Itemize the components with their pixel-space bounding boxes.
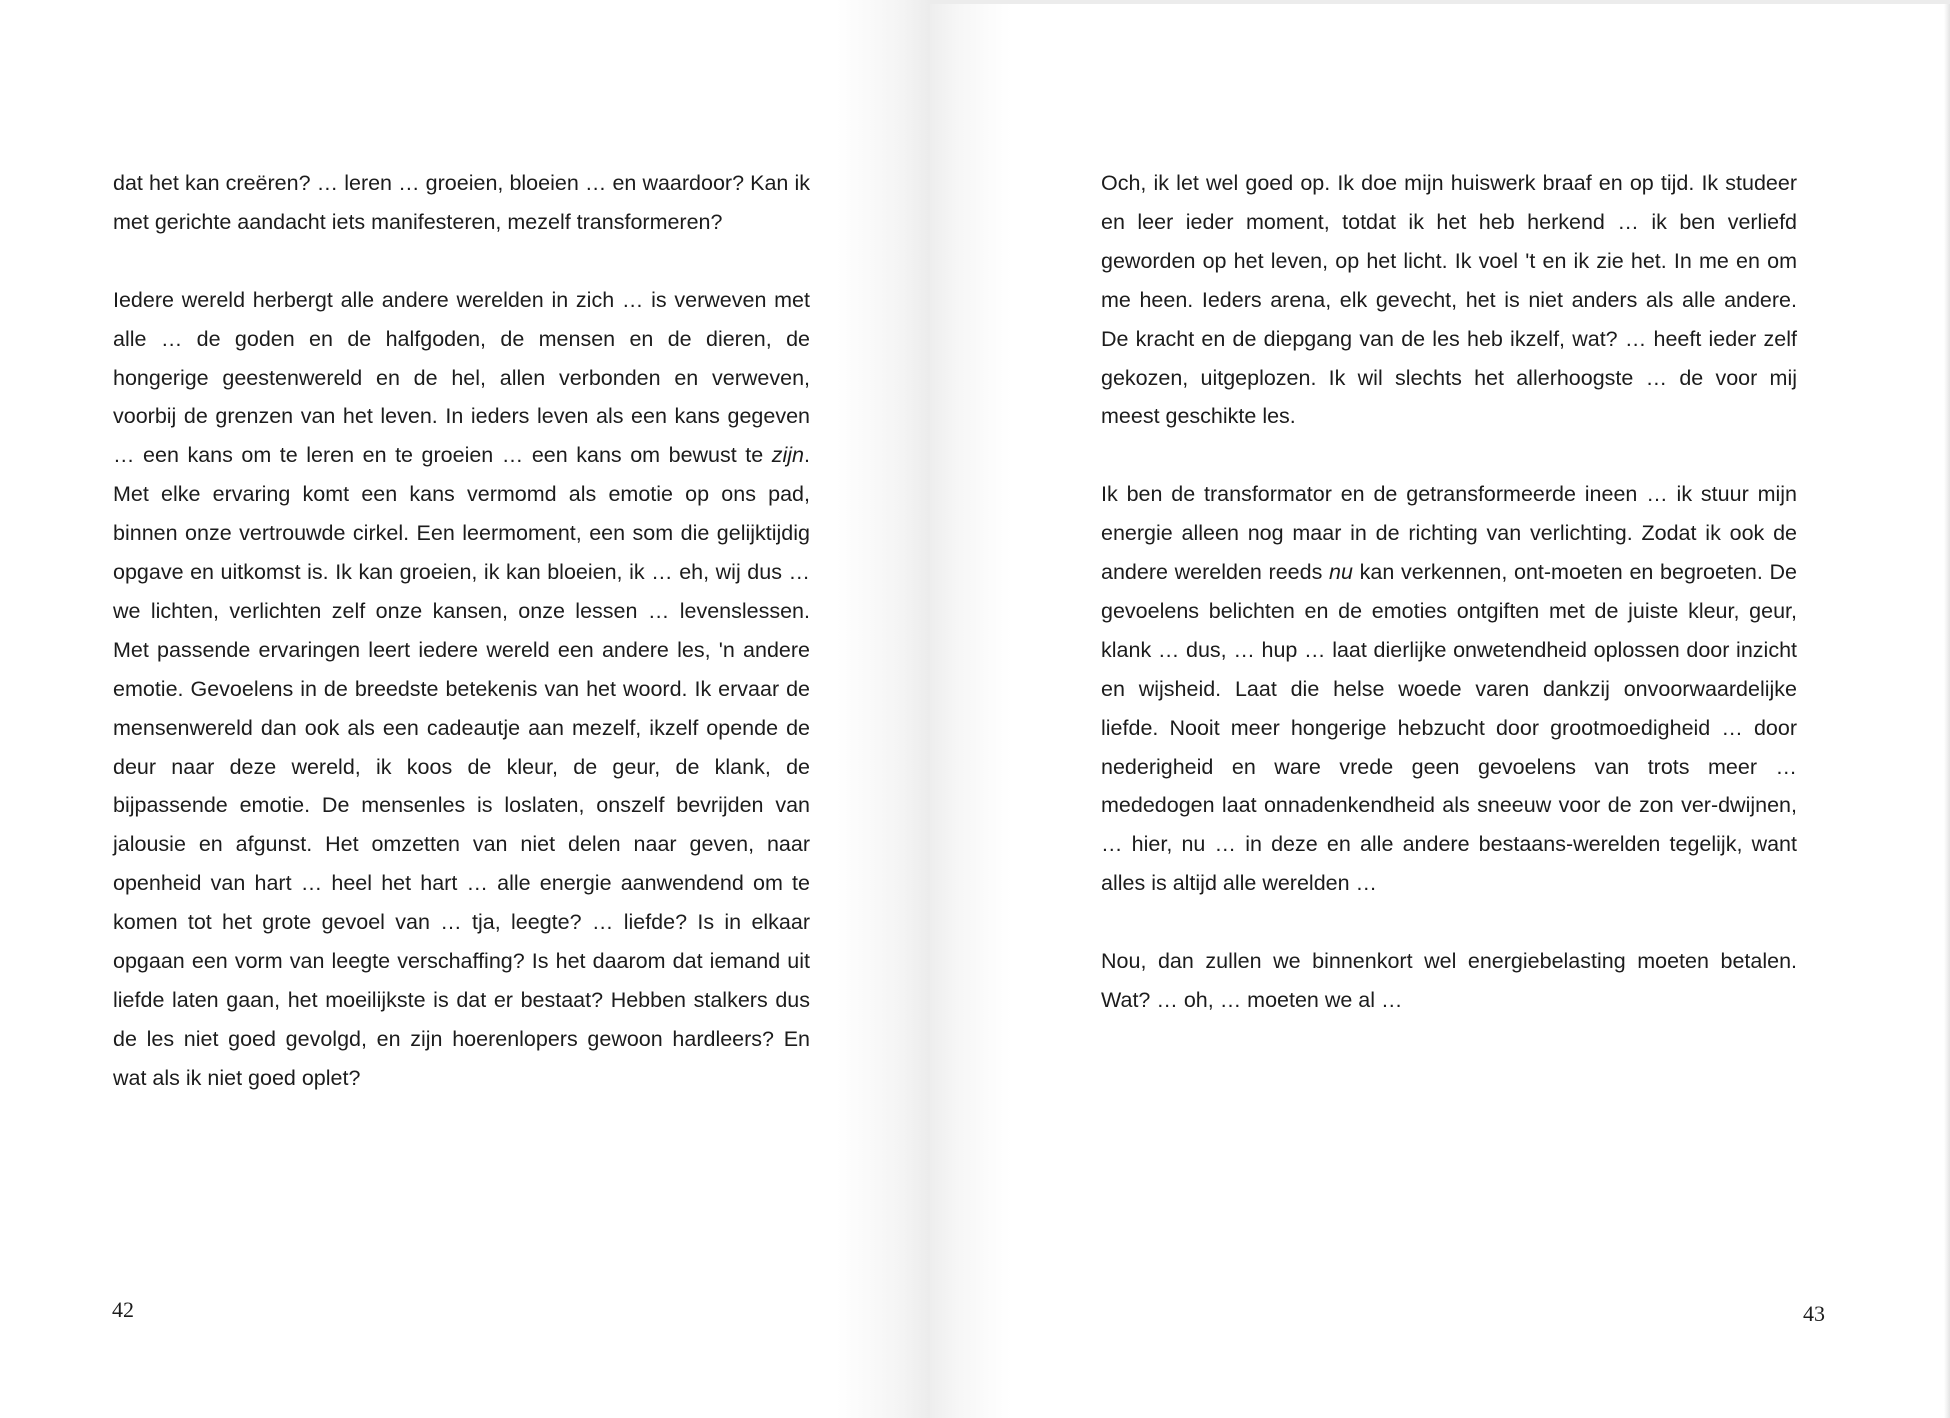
paragraph-text: . Met elke ervaring komt een kans vermomd als emotie op ons pad, binnen onze vertrouwde cirkel. Een leermoment, een som die gelijktijdig opgave en uitkomst is. Ik kan groeien, ik kan bloeien, ik … eh, wij dus … we lichten, verlichten zelf onze kansen, onze lessen … levenslessen. Met passende ervaringen leert iedere wereld een andere les, 'n andere emotie. Gevoelens in de breedste betekenis van het woord. Ik ervaar de mensenwereld dan ook als een cadeautje aan mezelf, ikzelf opende de deur naar deze wereld, ik koos de kleur, de geur, de klank, de bijpassende emotie. De mensenles is loslaten, onszelf bevrijden van jalousie en afgunst. Het omzetten van niet delen naar geven, naar openheid van hart … heel het hart … alle energie aanwendend om te komen tot het grote gevoel van … tja, leegte? … liefde? Is in elkaar opgaan een vorm van leegte verschaffing? Is het daarom dat iemand uit liefde laten gaan, het moeilijkste is dat er bestaat? Hebben stalkers dus de les niet goed gevolgd, en zijn hoerenlopers gewoon hardleers? En wat als ik niet goed oplet?	[113, 443, 810, 1090]
paragraph-text: Ik ben de transformator en de getransformeerde ineen … ik stuur mijn energie alleen nog maar in de richting van verlichting. Zodat ik ook de andere werelden reeds	[1101, 482, 1797, 585]
emphasis-text: nu	[1329, 560, 1353, 585]
paragraph-text: Nou, dan zullen we binnenkort wel energiebelasting moeten betalen. Wat? … oh, … moeten we al …	[1101, 949, 1797, 1012]
paragraph	[113, 281, 810, 1098]
paragraph	[1101, 164, 1797, 436]
paragraph-text: Och, ik let wel goed op. Ik doe mijn huiswerk braaf en op tijd. Ik studeer en leer ieder moment, totdat ik het heb herkend … ik ben verliefd geworden op het leven, op het licht. Ik voel 't en ik zie het. In me en om me heen. Ieders arena, elk gevecht, het is niet anders als alle andere. De kracht en de diepgang van de les heb ikzelf, wat? … heeft ieder zelf gekozen, uitgeplozen. Ik wil slechts het allerhoogste … de voor mij meest geschikte les.	[1101, 171, 1797, 429]
paragraph-text: Iedere wereld herbergt alle andere werelden in zich … is verweven met alle … de goden en de halfgoden, de mensen en de dieren, de hongerige geestenwereld en de hel, allen verbonden en verweven, voorbij de grenzen van het leven. In ieders leven als een kans gegeven … een kans om te leren en te groeien … een kans om bewust te	[113, 287, 810, 468]
paragraph-text: dat het kan creëren? … leren … groeien, bloeien … en waardoor? Kan ik met gerichte aandacht iets manifesteren, mezelf transformeren?	[113, 171, 810, 234]
paragraph-text: kan verkennen, ont-moeten en begroeten. De gevoelens belichten en de emoties ontgiften met de juiste kleur, geur, klank … dus, … hup … laat dierlijke onwetendheid oplossen door inzicht en wijsheid. Laat die helse woede varen dankzij onvoorwaardelijke liefde. Nooit meer hongerige hebzucht door grootmoedigheid … door nederigheid en ware vrede geen gevoelens van trots meer … mededogen laat onnadenkendheid als sneeuw voor de zon ver-dwijnen, … hier, nu … in deze en alle andere bestaans-werelden tegelijk, want alles is altijd alle werelden …	[1101, 560, 1797, 896]
page-number: 43	[1803, 1301, 1825, 1326]
right-page	[930, 0, 1950, 1418]
paragraph	[113, 164, 810, 242]
left-page	[0, 0, 930, 1418]
left-page-text	[113, 164, 810, 1137]
paragraph	[1101, 475, 1797, 903]
page-number: 42	[112, 1297, 134, 1322]
emphasis-text: zijn	[771, 443, 805, 468]
right-page-text	[1101, 164, 1797, 1059]
paragraph	[1101, 942, 1797, 1020]
